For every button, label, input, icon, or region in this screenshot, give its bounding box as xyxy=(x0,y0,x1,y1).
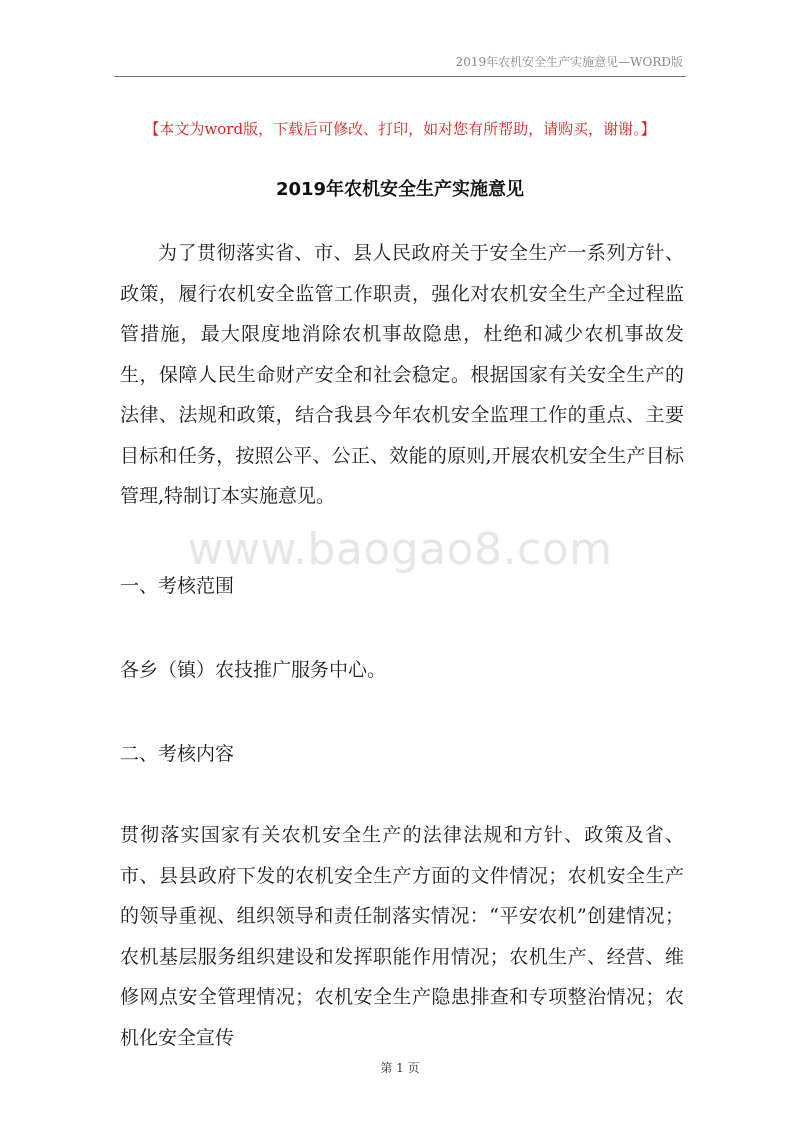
section-heading-scope: 一、考核范围 xyxy=(120,575,235,597)
document-title: 2019年农机安全生产实施意见 xyxy=(275,179,525,200)
header-divider xyxy=(114,76,686,77)
section-body-scope: 各乡（镇）农技推广服务中心。 xyxy=(120,659,387,681)
section-heading-content: 二、考核内容 xyxy=(120,743,235,765)
page-number: 第 1 页 xyxy=(380,1061,420,1075)
purchase-notice: 【本文为word版，下载后可修改、打印，如对您有所帮助，请购买，谢谢。】 xyxy=(144,120,656,138)
intro-paragraph: 为了贯彻落实省、市、县人民政府关于安全生产一系列方针、政策，履行农机安全监管工作职责，强化对农机安全生产全过程监管措施，最大限度地消除农机事故隐患，杜绝和减少农机事故发生，保障人民生命财产安全和社会稳定。根据国家有关安全生产的法律、法规和政策，结合我县今年农机安全监理工作的重点、主要目标和任务，按照公平、公正、效能的原则,开展农机安全生产目标管理,特制订本实施意见。 xyxy=(120,242,684,507)
section-body-content: 贯彻落实国家有关农机安全生产的法律法规和方针、政策及省、市、县县政府下发的农机安全生产方面的文件情况；农机安全生产的领导重视、组织领导和责任制落实情况：“平安农机”创建情况；农机基层服务组织建设和发挥职能作用情况；农机生产、经营、维修网点安全管理情况；农机安全生产隐患排查和专项整治情况；农机化安全宣传 xyxy=(120,824,684,1049)
watermark: www.baogao8.com xyxy=(187,524,613,575)
running-header: 2019年农机安全生产实施意见—WORD版 xyxy=(455,55,683,69)
